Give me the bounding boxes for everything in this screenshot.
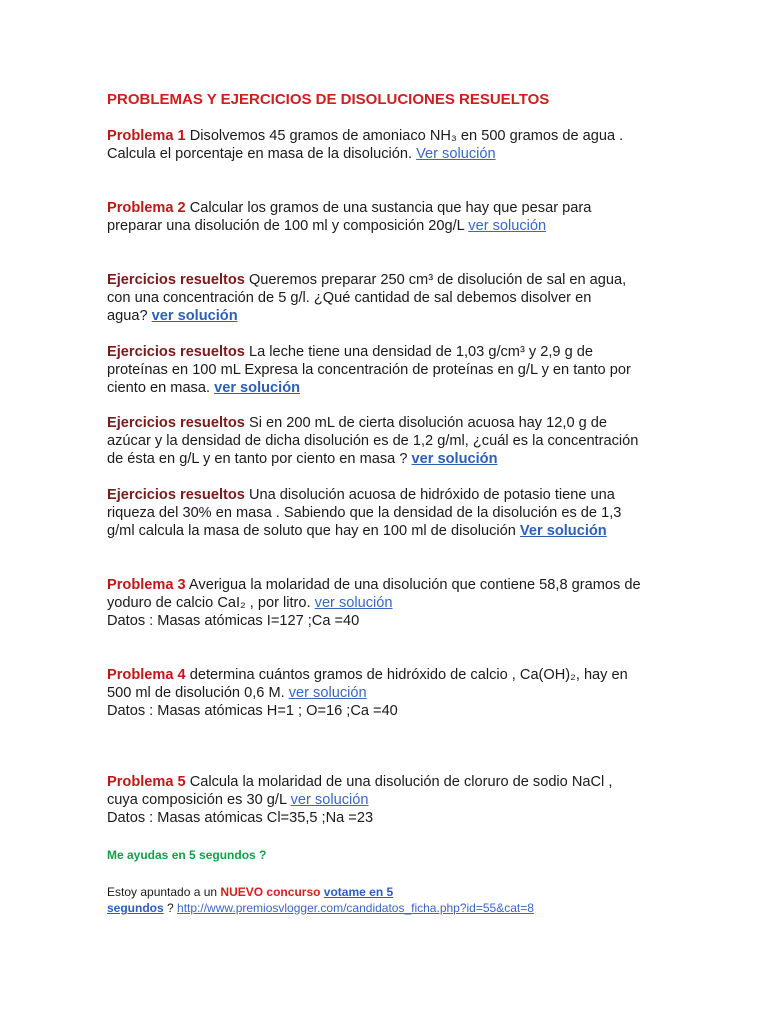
problem-3-text-line-1: Averigua la molaridad de una disolución que contiene 58,8 gramos de [185,577,641,593]
problem-4-label: Problema 4 [107,667,186,683]
problem-3-solution-link[interactable]: ver solución [314,595,393,611]
exercise-2-solution-link[interactable]: ver solución [214,380,301,396]
exercise-4-label: Ejercicios resueltos [107,487,245,503]
problem-4-text-line-2: 500 ml de disolución 0,6 M. [107,685,289,701]
exercise-1-text-line-3: agua? [107,308,152,324]
problem-3-data-line: Datos : Masas atómicas I=127 ;Ca =40 [107,613,360,629]
exercise-4 [107,486,657,540]
contest-intro: Estoy apuntado a un [107,885,221,899]
exercise-4-text-line-1: Una disolución acuosa de hidróxido de potasio tiene una [244,487,615,503]
problem-5 [107,773,657,827]
problem-3-label: Problema 3 [107,577,186,593]
problem-2-text-line-1: Calcular los gramos de una sustancia que hay que pesar para [185,200,592,216]
problem-3 [107,576,657,630]
exercise-1 [107,271,657,325]
vote-link-line-1[interactable]: votame en 5 [323,885,394,899]
exercise-4-text-line-3: g/ml calcula la masa de soluto que hay en 100 ml de disolución [107,523,520,539]
problem-3-text-line-2: yoduro de calcio CaI₂ , por litro. [107,595,315,611]
exercise-4-solution-link[interactable]: Ver solución [519,523,607,539]
exercise-3-label: Ejercicios resueltos [107,415,245,431]
help-message: Me ayudas en 5 segundos ? [107,848,267,862]
problem-5-data-line: Datos : Masas atómicas Cl=35,5 ;Na =23 [107,810,374,826]
exercise-2-label: Ejercicios resueltos [107,344,245,360]
exercise-3-text-line-2: azúcar y la densidad de dicha disolución es de 1,2 g/ml, ¿cuál es la concentración [107,433,639,449]
exercise-2-text-line-2: proteínas en 100 mL Expresa la concentración de proteínas en g/L y en tanto por [107,362,631,378]
problem-4-solution-link[interactable]: ver solución [288,685,367,701]
problem-2-solution-link[interactable]: ver solución [468,218,547,234]
problem-1-label: Problema 1 [107,128,186,144]
exercise-3-solution-link[interactable]: ver solución [411,451,498,467]
problem-1-solution-link[interactable]: Ver solución [416,146,496,162]
exercise-1-label: Ejercicios resueltos [107,272,245,288]
exercise-3-text-line-1: Si en 200 mL de cierta disolución acuosa hay 12,0 g de [244,415,608,431]
vote-link-line-2[interactable]: segundos [107,901,164,915]
contest-url-link[interactable]: http://www.premiosvlogger.com/candidatos_ficha.php?id=55&cat=8 [177,901,534,915]
exercise-1-text-line-1: Queremos preparar 250 cm³ de disolución de sal en agua, [244,272,627,288]
problem-4-data-line: Datos : Masas atómicas H=1 ; O=16 ;Ca =40 [107,703,398,719]
problem-4-text-line-1: determina cuántos gramos de hidróxido de calcio , Ca(OH)₂, hay en [185,667,628,683]
problem-5-solution-link[interactable]: ver solución [290,792,369,808]
page-title: PROBLEMAS Y EJERCICIOS DE DISOLUCIONES RESUELTOS [107,91,550,108]
problem-2-label: Problema 2 [107,200,186,216]
problem-1-text-line-1: Disolvemos 45 gramos de amoniaco NH₃ en 500 gramos de agua . [185,128,624,144]
exercise-4-text-line-2: riqueza del 30% en masa . Sabiendo que la densidad de la disolución es de 1,3 [107,505,622,521]
problem-4 [107,666,657,720]
problem-5-text-line-2: cuya composición es 30 g/L [107,792,291,808]
exercise-3 [107,414,657,468]
contest-block [107,884,657,916]
exercise-2-text-line-3: ciento en masa. [107,380,215,396]
problem-5-text-line-1: Calcula la molaridad de una disolución de cloruro de sodio NaCl , [185,774,613,790]
problem-2-text-line-2: preparar una disolución de 100 ml y composición 20g/L [107,218,469,234]
problem-5-label: Problema 5 [107,774,186,790]
exercise-2-text-line-1: La leche tiene una densidad de 1,03 g/cm³ y 2,9 g de [244,344,593,360]
problem-1-text-line-2: Calcula el porcentaje en masa de la disolución. [107,146,417,162]
exercise-1-solution-link[interactable]: ver solución [151,308,238,324]
problem-1 [107,127,657,163]
contest-nuevo-label: NUEVO concurso [220,885,321,899]
contest-question-mark: ? [163,901,178,915]
exercise-2 [107,343,657,397]
problem-2 [107,199,657,235]
exercise-1-text-line-2: con una concentración de 5 g/l. ¿Qué cantidad de sal debemos disolver en [107,290,592,306]
exercise-3-text-line-3: de ésta en g/L y en tanto por ciento en masa ? [107,451,412,467]
document-page [107,0,657,1024]
